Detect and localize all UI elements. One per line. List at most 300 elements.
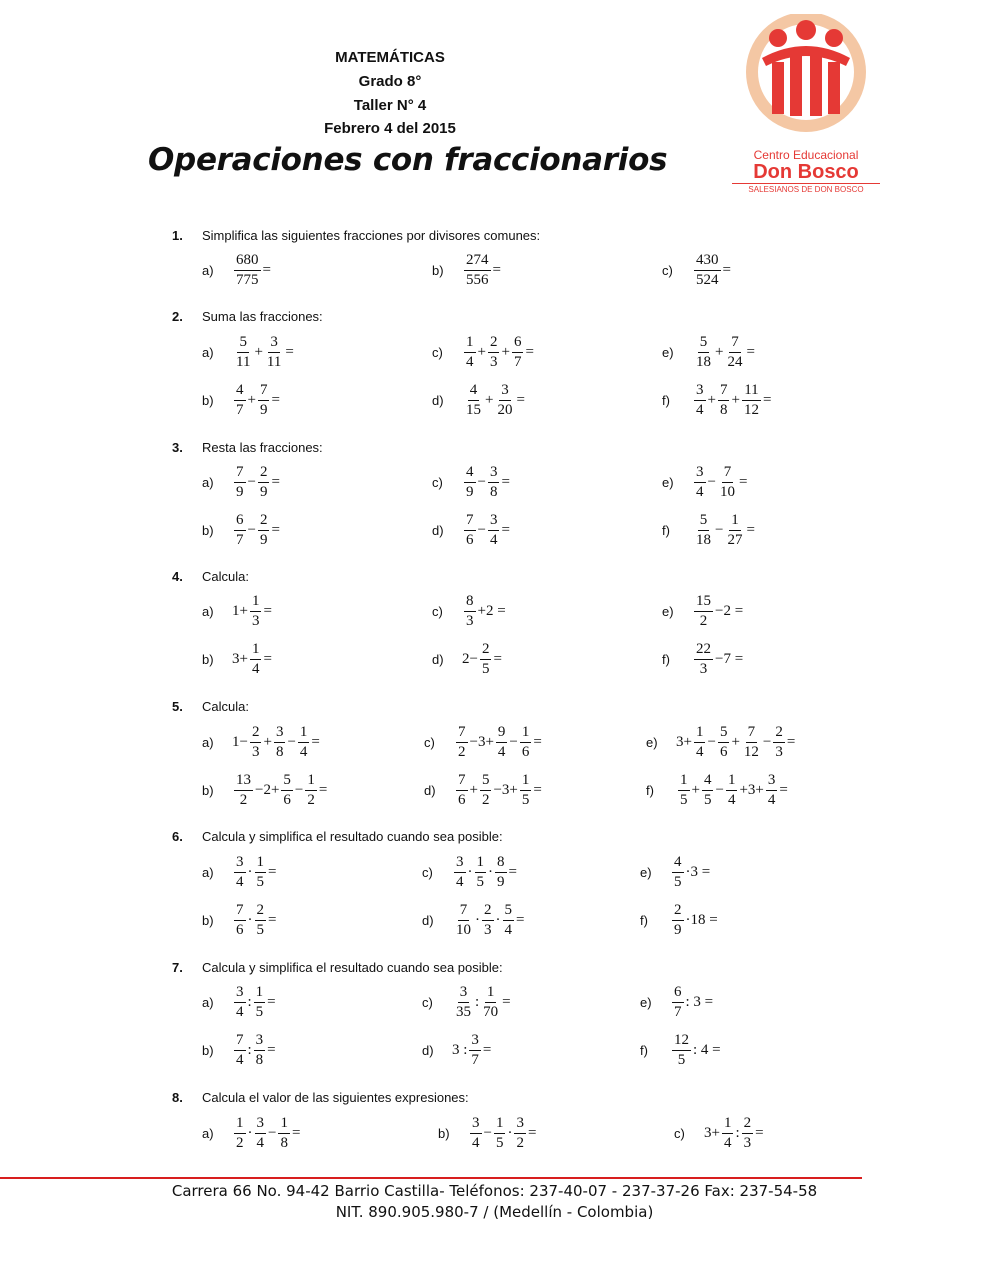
item-label: a)	[202, 603, 214, 619]
numerator: 3	[499, 382, 511, 401]
item-label: f)	[662, 651, 670, 667]
math-expression	[232, 902, 276, 939]
denominator: 7	[674, 1003, 682, 1020]
denominator: 9	[466, 483, 474, 500]
math-expression	[692, 593, 743, 630]
exercise-item	[202, 980, 276, 1024]
fraction	[234, 252, 261, 289]
math-expression	[232, 593, 272, 630]
math-expression	[692, 512, 755, 549]
denominator: 2	[239, 791, 248, 808]
operator: −7 =	[715, 650, 744, 667]
numerator: 3	[694, 382, 706, 401]
math-expression	[452, 984, 511, 1021]
exercise-item	[202, 248, 271, 292]
exercise-item	[432, 378, 525, 422]
numerator: 2	[488, 334, 500, 353]
numerator: 5	[698, 512, 710, 531]
fraction	[234, 512, 246, 549]
math-expression	[454, 772, 542, 809]
numerator: 15	[694, 593, 713, 612]
numerator: 3	[766, 772, 778, 791]
fraction	[234, 772, 253, 809]
operator: =	[527, 1124, 537, 1141]
item-label: a)	[202, 262, 214, 278]
denominator: 3	[466, 612, 474, 629]
fraction	[488, 512, 500, 549]
denominator: 6	[719, 743, 728, 760]
numerator: 1	[234, 1115, 246, 1134]
exercise-item	[640, 898, 718, 942]
fraction	[454, 902, 473, 939]
denominator: 4	[456, 873, 464, 890]
fraction	[265, 334, 283, 371]
numerator: 5	[718, 724, 730, 743]
operator: ·	[488, 863, 493, 880]
numerator: 7	[234, 902, 246, 921]
exercise-item	[202, 720, 320, 764]
denominator: 775	[236, 271, 259, 288]
fraction	[255, 854, 267, 891]
numerator: 4	[468, 382, 480, 401]
fraction	[456, 724, 468, 761]
denominator: 2	[699, 612, 708, 629]
fraction	[258, 512, 270, 549]
operator: +	[263, 733, 272, 750]
fraction	[480, 772, 492, 809]
numerator: 1	[485, 984, 497, 1003]
denominator: 5	[680, 791, 688, 808]
math-expression	[232, 984, 276, 1021]
fraction	[718, 464, 737, 501]
math-expression	[232, 641, 272, 678]
exercise-instruction: Simplifica las siguientes fracciones por divisores comunes:	[202, 228, 541, 243]
numerator: 1	[726, 772, 738, 791]
math-expression	[232, 1032, 276, 1069]
operator: ·	[247, 863, 253, 880]
denominator: 10	[719, 483, 735, 500]
fraction	[274, 724, 286, 761]
fraction	[742, 1115, 754, 1152]
denominator: 9	[259, 401, 268, 418]
operator: =	[779, 781, 788, 798]
numerator: 7	[729, 334, 741, 353]
math-expression	[670, 1032, 721, 1069]
exercise-item	[662, 589, 743, 633]
fraction	[298, 724, 310, 761]
exercise-item	[674, 1111, 764, 1155]
denominator: 2	[236, 1134, 244, 1151]
item-label: b)	[202, 782, 214, 798]
fraction	[480, 641, 492, 678]
footer-nit: NIT. 890.905.980-7 / (Medellín - Colombia)	[335, 1203, 654, 1221]
operator: −	[287, 733, 296, 750]
exercise-instruction: Calcula y simplifica el resultado cuando sea posible:	[202, 829, 503, 844]
math-expression	[692, 641, 743, 678]
logo-line-2: Don Bosco	[732, 162, 880, 184]
numerator: 1	[254, 984, 266, 1003]
exercise-item	[662, 378, 771, 422]
fraction	[454, 984, 473, 1021]
footer-divider	[0, 1177, 862, 1179]
numerator: 22	[694, 641, 713, 660]
fraction	[255, 902, 267, 939]
fraction	[234, 1115, 246, 1152]
denominator: 8	[280, 1134, 288, 1151]
operator: =	[493, 650, 502, 667]
denominator: 6	[521, 743, 530, 760]
exercise-item	[202, 330, 294, 374]
denominator: 8	[719, 401, 728, 418]
operator: =	[311, 733, 320, 750]
operator: 3 :	[452, 1041, 468, 1058]
denominator: 5	[256, 921, 264, 938]
exercise-item	[424, 720, 542, 764]
numerator: 7	[456, 772, 468, 791]
operator: =	[271, 473, 280, 490]
fraction	[234, 334, 252, 371]
item-label: c)	[432, 474, 443, 490]
numerator: 5	[503, 902, 515, 921]
numerator: 1	[250, 593, 262, 612]
denominator: 4	[767, 791, 776, 808]
exercise-item	[432, 589, 506, 633]
denominator: 9	[236, 483, 244, 500]
operator: 3+	[704, 1124, 720, 1141]
fraction	[234, 1032, 246, 1069]
operator: −3+	[469, 733, 494, 750]
exercise-item	[662, 508, 755, 552]
exercise-instruction: Calcula:	[202, 699, 249, 714]
fraction	[742, 724, 761, 761]
numerator: 2	[255, 902, 267, 921]
math-expression	[452, 854, 517, 891]
operator: =	[318, 781, 328, 798]
denominator: 5	[255, 1003, 264, 1020]
denominator: 70	[483, 1003, 499, 1020]
fraction	[475, 854, 487, 891]
operator: =	[267, 1041, 276, 1058]
denominator: 6	[458, 791, 466, 808]
denominator: 2	[481, 791, 490, 808]
item-label: b)	[432, 262, 444, 278]
operator: 1−	[232, 733, 248, 750]
fraction	[520, 724, 532, 761]
fraction	[718, 382, 730, 419]
math-expression	[232, 854, 276, 891]
exercise-item	[422, 980, 511, 1024]
numerator: 3	[454, 854, 466, 873]
item-label: a)	[202, 994, 214, 1010]
numerator: 3	[694, 464, 706, 483]
math-expression	[462, 334, 534, 371]
fraction	[694, 512, 713, 549]
item-label: a)	[202, 864, 214, 880]
operator: −	[477, 521, 486, 538]
operator: +	[477, 343, 486, 360]
numerator: 5	[237, 334, 249, 353]
workshop-heading: Taller N° 4	[353, 97, 427, 114]
operator: =	[502, 993, 511, 1010]
operator: ·	[467, 863, 473, 880]
logo-emblem-icon	[732, 14, 880, 144]
operator: +	[691, 781, 700, 798]
fraction	[250, 641, 262, 678]
math-expression	[232, 382, 280, 419]
denominator: 556	[466, 271, 489, 288]
item-label: d)	[422, 912, 434, 928]
operator: ·	[247, 911, 253, 928]
numerator: 1	[278, 1115, 290, 1134]
fraction	[456, 772, 468, 809]
item-label: b)	[202, 1042, 214, 1058]
numerator: 13	[234, 772, 253, 791]
item-label: c)	[662, 262, 673, 278]
denominator: 8	[255, 1051, 264, 1068]
numerator: 1	[298, 724, 310, 743]
denominator: 6	[283, 791, 291, 808]
denominator: 4	[695, 743, 704, 760]
item-label: a)	[202, 734, 214, 750]
exercise-number: 4.	[172, 569, 183, 584]
item-label: e)	[640, 864, 652, 880]
item-label: e)	[646, 734, 658, 750]
item-label: a)	[202, 344, 214, 360]
fraction	[488, 334, 500, 371]
numerator: 1	[722, 1115, 734, 1134]
fraction	[694, 252, 721, 289]
fraction	[514, 1115, 526, 1152]
denominator: 524	[696, 271, 719, 288]
exercise-item	[662, 460, 747, 504]
numerator: 3	[255, 1115, 267, 1134]
math-expression	[676, 772, 788, 809]
numerator: 3	[514, 1115, 526, 1134]
numerator: 1	[305, 772, 317, 791]
fraction	[702, 772, 714, 809]
fraction	[464, 252, 491, 289]
math-expression	[232, 512, 280, 549]
operator: 1+	[232, 602, 248, 619]
numerator: 1	[250, 641, 262, 660]
item-label: a)	[202, 474, 214, 490]
exercise-item	[202, 508, 280, 552]
numerator: 4	[702, 772, 714, 791]
denominator: 6	[466, 531, 474, 548]
operator: :	[247, 1041, 252, 1058]
exercise-item	[640, 850, 710, 894]
exercise-item	[422, 850, 517, 894]
numerator: 5	[480, 772, 492, 791]
item-label: e)	[662, 474, 674, 490]
numerator: 1	[520, 772, 532, 791]
operator: ·3 =	[685, 863, 711, 880]
numerator: 4	[234, 382, 246, 401]
numerator: 1	[255, 854, 267, 873]
exercise-instruction: Calcula el valor de las siguientes expresiones:	[202, 1090, 469, 1105]
denominator: 5	[521, 791, 530, 808]
numerator: 1	[729, 512, 741, 531]
fraction	[255, 1115, 267, 1152]
fraction	[496, 724, 508, 761]
operator: +	[254, 343, 263, 360]
numerator: 2	[773, 724, 785, 743]
denominator: 4	[696, 483, 704, 500]
exercise-item	[662, 248, 731, 292]
fraction	[718, 724, 730, 761]
denominator: 4	[723, 1134, 732, 1151]
fraction	[495, 854, 507, 891]
operator: =	[267, 993, 276, 1010]
numerator: 3	[469, 1032, 481, 1051]
fraction	[464, 512, 476, 549]
operator: +	[485, 391, 494, 408]
fraction	[742, 382, 761, 419]
operator: ·	[247, 1124, 253, 1141]
operator: 3+	[232, 650, 248, 667]
numerator: 3	[254, 1032, 266, 1051]
math-expression	[232, 772, 327, 809]
operator: −	[762, 733, 772, 750]
item-label: f)	[640, 912, 648, 928]
exercise-item	[422, 898, 524, 942]
fraction	[694, 641, 713, 678]
subject-heading: MATEMÁTICAS	[335, 49, 445, 66]
numerator: 5	[698, 334, 710, 353]
math-expression	[462, 641, 502, 678]
numerator: 3	[458, 984, 470, 1003]
exercise-item	[202, 460, 280, 504]
denominator: 20	[497, 401, 513, 418]
fraction	[464, 464, 476, 501]
operator: −	[294, 781, 304, 798]
fraction	[250, 724, 262, 761]
operator: +	[731, 733, 740, 750]
operator: ·	[475, 911, 480, 928]
page-title: Operaciones con fraccionarios	[148, 142, 668, 178]
denominator: 18	[696, 353, 711, 370]
math-expression	[462, 382, 525, 419]
logo-line-1: Centro Educacional	[753, 148, 859, 162]
operator: =	[722, 261, 731, 278]
item-label: a)	[202, 1125, 214, 1141]
fraction	[694, 593, 713, 630]
denominator: 7	[236, 531, 244, 548]
fraction	[305, 772, 317, 809]
fraction	[464, 382, 483, 419]
fraction	[258, 464, 270, 501]
fraction	[254, 984, 266, 1021]
fraction	[469, 1032, 481, 1069]
denominator: 5	[677, 1051, 686, 1068]
numerator: 7	[234, 464, 246, 483]
math-expression	[692, 382, 771, 419]
item-label: e)	[662, 603, 674, 619]
fraction	[773, 724, 785, 761]
operator: :	[475, 993, 480, 1010]
numerator: 430	[694, 252, 721, 271]
grade-heading: Grado 8°	[358, 73, 422, 90]
fraction	[464, 593, 476, 630]
fraction	[672, 1032, 691, 1069]
fraction	[278, 1115, 290, 1152]
fraction	[481, 984, 500, 1021]
denominator: 7	[471, 1051, 479, 1068]
denominator: 4	[236, 1051, 244, 1068]
operator: +3+	[739, 781, 764, 798]
operator: −	[707, 473, 716, 490]
item-label: d)	[432, 522, 444, 538]
numerator: 7	[258, 382, 270, 401]
denominator: 11	[236, 353, 251, 370]
denominator: 3	[251, 612, 260, 629]
denominator: 3	[484, 921, 492, 938]
exercise-item	[662, 330, 755, 374]
fraction	[482, 902, 494, 939]
math-expression	[670, 902, 718, 939]
numerator: 274	[464, 252, 491, 271]
denominator: 5	[256, 873, 264, 890]
math-expression	[670, 854, 710, 891]
fraction	[281, 772, 293, 809]
numerator: 6	[512, 334, 524, 353]
operator: :	[247, 993, 252, 1010]
fraction	[464, 334, 476, 371]
numerator: 3	[470, 1115, 482, 1134]
denominator: 2	[458, 743, 466, 760]
denominator: 4	[472, 1134, 480, 1151]
operator: =	[501, 473, 510, 490]
fraction	[470, 1115, 482, 1152]
exercise-item	[438, 1111, 536, 1155]
denominator: 9	[259, 531, 268, 548]
operator: =	[508, 863, 517, 880]
exercise-instruction: Calcula:	[202, 569, 249, 584]
operator: =	[501, 521, 510, 538]
exercise-number: 3.	[172, 440, 183, 455]
numerator: 3	[234, 854, 246, 873]
exercise-item	[662, 637, 743, 681]
denominator: 3	[743, 1134, 752, 1151]
item-label: f)	[662, 522, 670, 538]
item-label: e)	[662, 344, 674, 360]
exercise-item	[202, 1028, 276, 1072]
operator: =	[285, 343, 294, 360]
operator: =	[762, 391, 772, 408]
operator: +	[247, 391, 256, 408]
item-label: d)	[422, 1042, 434, 1058]
exercise-item	[640, 1028, 721, 1072]
denominator: 24	[727, 353, 743, 370]
denominator: 12	[743, 743, 759, 760]
operator: 2−	[462, 650, 478, 667]
operator: =	[746, 343, 755, 360]
numerator: 7	[458, 902, 470, 921]
math-expression	[468, 1115, 536, 1152]
operator: =	[786, 733, 796, 750]
logo-line-3: SALESIANOS DE DON BOSCO	[748, 185, 864, 194]
math-expression	[232, 252, 271, 289]
numerator: 680	[234, 252, 261, 271]
fraction	[258, 382, 270, 419]
numerator: 3	[268, 334, 280, 353]
numerator: 7	[456, 724, 468, 743]
numerator: 2	[480, 641, 492, 660]
fraction	[454, 854, 466, 891]
exercise-item	[202, 378, 280, 422]
denominator: 5	[481, 660, 490, 677]
math-expression	[232, 464, 280, 501]
